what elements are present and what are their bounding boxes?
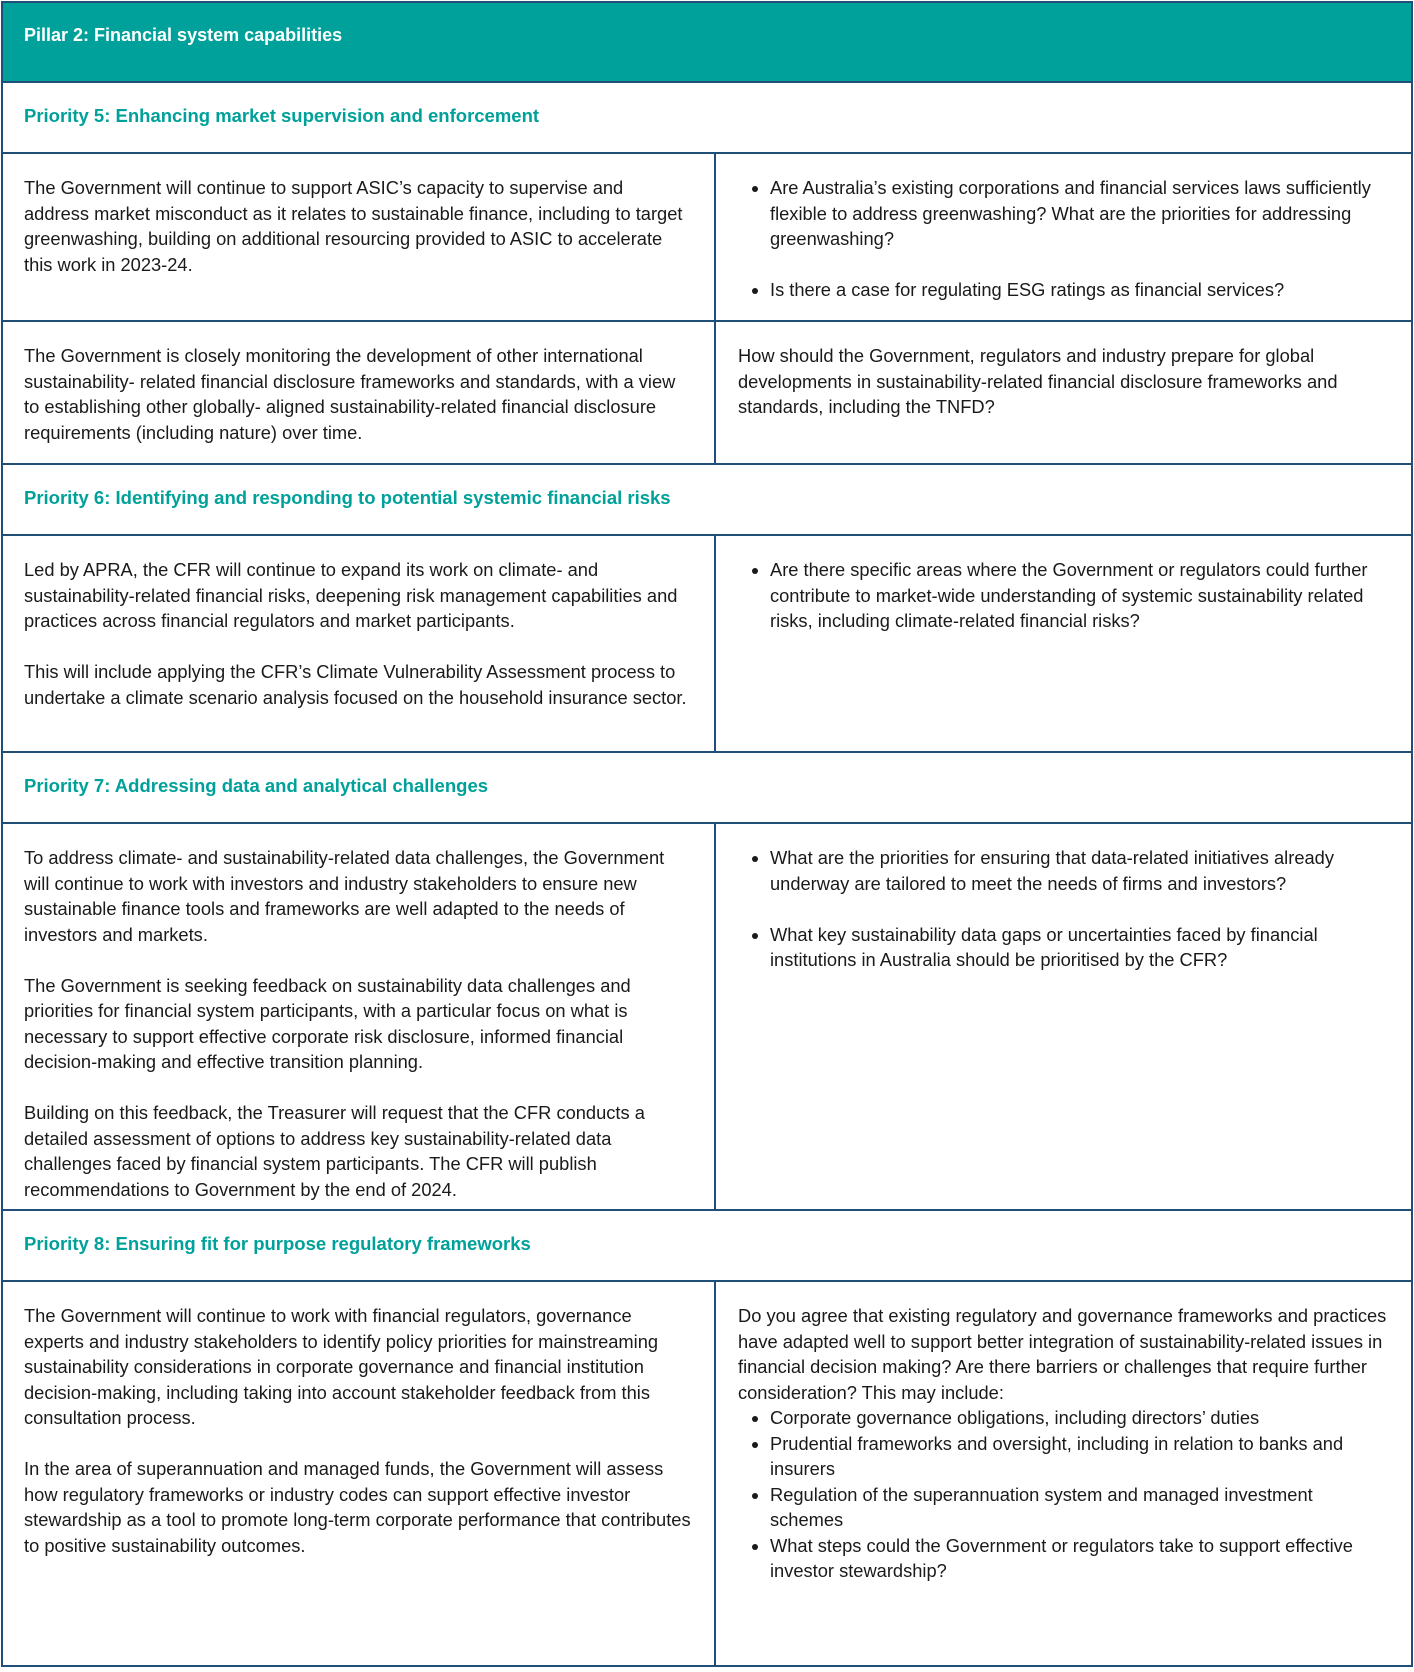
priority-8-row xyxy=(3,1282,1411,1665)
question-text: How should the Government, regulators and industry prepare for global developments in sustainability-related financial disclosure frameworks and standards, including the TNFD? xyxy=(738,345,1338,417)
question-item: • Prudential frameworks and oversight, including in relation to banks and insurers xyxy=(770,1431,1389,1482)
paragraph: This will include applying the CFR’s Climate Vulnerability Assessment process to undertake a climate scenario analysis focused on the household insurance sector. xyxy=(24,661,687,708)
question-list xyxy=(738,1405,1389,1584)
priority-5-row-1-right xyxy=(716,154,1411,320)
priority-8-left xyxy=(3,1282,716,1665)
priority-6-title: Priority 6: Identifying and responding to potential systemic financial risks xyxy=(24,487,671,508)
paragraph: In the area of superannuation and managed funds, the Government will assess how regulatory frameworks or industry codes can support effective investor stewardship as a tool to promote long-term corporate performance that contributes to positive sustainability outcomes. xyxy=(24,1458,691,1556)
question-item: • What steps could the Government or regulators take to support effective investor stewardship? xyxy=(770,1533,1389,1584)
question-item: • Are Australia’s existing corporations and financial services laws sufficiently flexible to address greenwashing? What are the priorities for addressing greenwashing? xyxy=(770,175,1389,252)
paragraph: The Government is seeking feedback on sustainability data challenges and priorities for financial system participants, with a particular focus on what is necessary to support effective corporate risk disclosure, informed financial decision-making and effective transition planning. xyxy=(24,974,631,1072)
priority-8-title: Priority 8: Ensuring fit for purpose regulatory frameworks xyxy=(24,1233,531,1254)
paragraph: The Government will continue to work with financial regulators, governance experts and industry stakeholders to identify policy priorities for mainstreaming sustainability considerations in corporate governance and financial institution decision-making, including taking into account stakeholder feedback from this consultation process. xyxy=(24,1305,659,1428)
question-item: • Regulation of the superannuation system and managed investment schemes xyxy=(770,1482,1389,1533)
pillar-title: Pillar 2: Financial system capabilities xyxy=(24,25,343,45)
question-item: • Are there specific areas where the Government or regulators could further contribute to market-wide understanding of systemic sustainability related risks, including climate-related financial risks? xyxy=(770,557,1389,634)
pillar-table xyxy=(1,1,1413,1667)
question-item: • Corporate governance obligations, including directors’ duties xyxy=(770,1405,1389,1431)
priority-7-row xyxy=(3,824,1411,1211)
question-list xyxy=(738,557,1389,634)
priority-6-header xyxy=(3,465,1411,536)
priority-7-left xyxy=(3,824,716,1209)
priority-5-row-1 xyxy=(3,154,1411,322)
priority-7-right xyxy=(716,824,1411,1209)
priority-8-header xyxy=(3,1211,1411,1282)
question-item: • Is there a case for regulating ESG ratings as financial services? xyxy=(770,277,1389,303)
paragraph: Building on this feedback, the Treasurer will request that the CFR conducts a detailed assessment of options to address key sustainability-related data challenges faced by financial system participants. The CFR will publish recommendations to Government by the end of 2024. xyxy=(24,1102,645,1200)
priority-5-row-2-right xyxy=(716,322,1411,463)
priority-6-left xyxy=(3,536,716,751)
question-list xyxy=(738,175,1389,303)
priority-6-row xyxy=(3,536,1411,753)
question-text: Do you agree that existing regulatory and governance frameworks and practices have adapted well to support better integration of sustainability-related issues in financial decision making? Are there barriers or challenges that require further consideration? This may include: xyxy=(738,1305,1387,1403)
priority-5-row-2-left xyxy=(3,322,716,463)
paragraph: The Government is closely monitoring the development of other international sustainability- related financial disclosure frameworks and standards, with a view to establishing other globally- aligned sustainability-related financial disclosure requirements (including nature) over time. xyxy=(24,345,676,443)
priority-5-title: Priority 5: Enhancing market supervision and enforcement xyxy=(24,105,540,126)
paragraph: Led by APRA, the CFR will continue to expand its work on climate- and sustainability-related financial risks, deepening risk management capabilities and practices across financial regulators and market participants. xyxy=(24,559,678,631)
priority-5-row-1-left xyxy=(3,154,716,320)
pillar-header xyxy=(3,3,1411,83)
priority-7-header xyxy=(3,753,1411,824)
question-list xyxy=(738,845,1389,973)
priority-8-right xyxy=(716,1282,1411,1665)
question-item: • What are the priorities for ensuring that data-related initiatives already underway are tailored to meet the needs of firms and investors? xyxy=(770,845,1389,896)
question-item: • What key sustainability data gaps or uncertainties faced by financial institutions in Australia should be prioritised by the CFR? xyxy=(770,922,1389,973)
paragraph: To address climate- and sustainability-related data challenges, the Government will continue to work with investors and industry stakeholders to ensure new sustainable finance tools and frameworks are well adapted to the needs of investors and markets. xyxy=(24,847,665,945)
priority-5-row-2 xyxy=(3,322,1411,465)
priority-7-title: Priority 7: Addressing data and analytical challenges xyxy=(24,775,489,796)
paragraph: The Government will continue to support ASIC’s capacity to supervise and address market misconduct as it relates to sustainable finance, including to target greenwashing, building on additional resourcing provided to ASIC to accelerate this work in 2023-24. xyxy=(24,177,683,275)
priority-6-right xyxy=(716,536,1411,751)
priority-5-header xyxy=(3,83,1411,154)
